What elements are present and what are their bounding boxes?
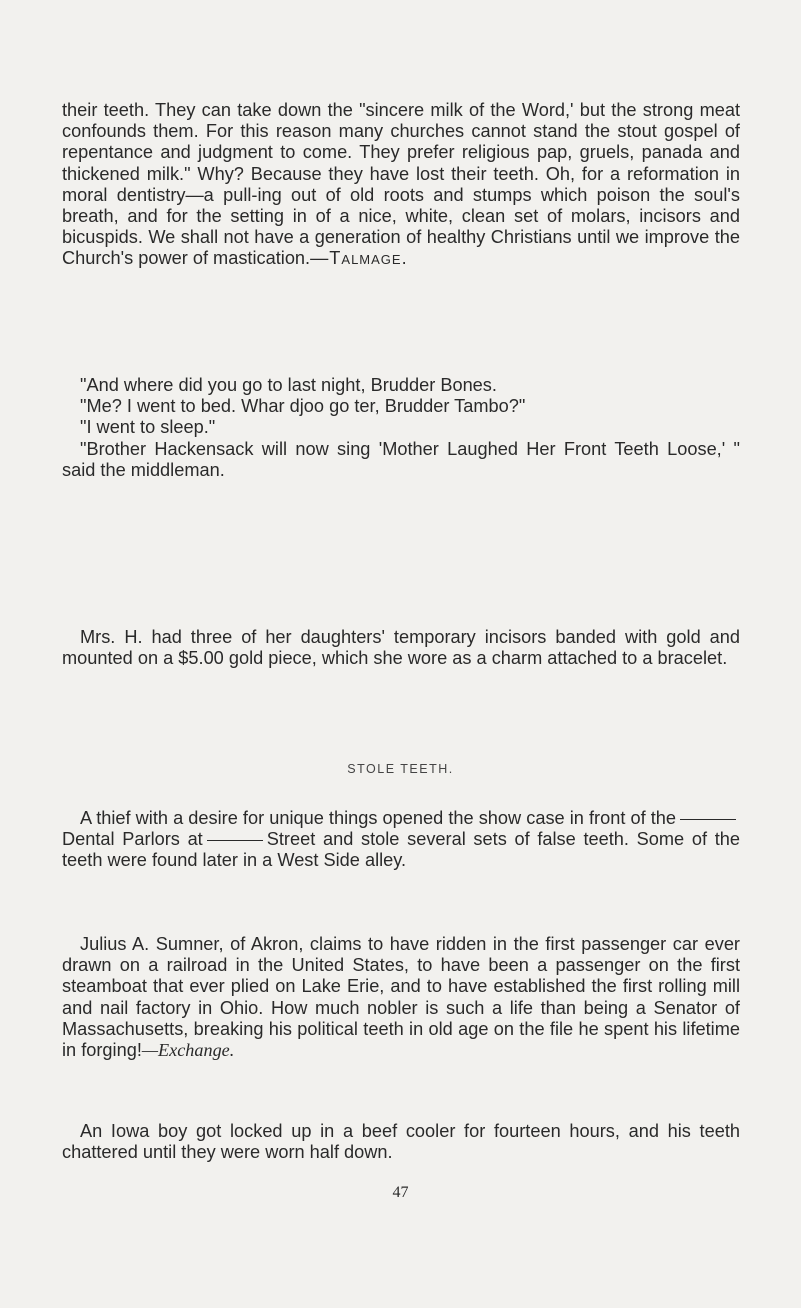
stole-teeth-paragraph: [62, 808, 740, 872]
iowa-paragraph: [62, 1121, 740, 1163]
blank-dash: [680, 819, 736, 820]
stole-text-part3: Street and stole several sets of false teeth. Some of the teeth were found later in a West Side alley.: [62, 829, 740, 871]
dialogue-line-1: "And where did you go to last night, Brudder Bones.: [80, 375, 497, 395]
stole-teeth-heading: STOLE TEETH.: [347, 762, 454, 776]
talmage-paragraph: [62, 100, 740, 270]
talmage-text: their teeth. They can take down the "sincere milk of the Word,' but the strong meat confounds them. For this reason many churches cannot stand the stout gospel of repentance and judgment to come. They prefer religious pap, gruels, panada and thickened milk." Why? Because they have lost their teeth. Oh, for a reformation in moral dentistry—a pull-ing out of old roots and stumps which poison the soul's breath, and for the setting in of a nice, white, clean set of molars, incisors and bicuspids. We shall not have a generation of healthy Christians until we improve the Church's power of mastication.: [62, 100, 740, 269]
sumner-paragraph: [62, 934, 740, 1061]
blank-dash: [207, 840, 263, 841]
sumner-text: Julius A. Sumner, of Akron, claims to have ridden in the first passenger car ever drawn on a railroad in the United States, to have been a passenger on the first steamboat that ever plied on Lake Erie, and to have established the first rolling mill and nail factory in Ohio. How much nobler is such a life than being a Senator of Massachusetts, breaking his political teeth in old age on the file he spent his lifetime in forging!: [62, 934, 740, 1061]
talmage-attribution: —Talmage.: [310, 248, 408, 269]
mrs-h-text: Mrs. H. had three of her daughters' temporary incisors banded with gold and mounted on a $5.00 gold piece, which she wore as a charm attached to a bracelet.: [62, 627, 740, 669]
iowa-text: An Iowa boy got locked up in a beef cooler for fourteen hours, and his teeth chattered until they were worn half down.: [62, 1121, 740, 1163]
dialogue-line-2: "Me? I went to bed. Whar djoo go ter, Brudder Tambo?": [80, 396, 526, 417]
page-number: 47: [392, 1184, 409, 1201]
minstrel-dialogue: [62, 375, 740, 481]
sumner-source: —Exchange.: [141, 1040, 235, 1061]
dialogue-line-3: "I went to sleep.": [80, 417, 216, 438]
dialogue-line-4: "Brother Hackensack will now sing 'Mother Laughed Her Front Teeth Loose,' " said the middleman.: [62, 438, 740, 480]
stole-text-part2: Dental Parlors at: [62, 829, 203, 850]
mrs-h-paragraph: [62, 627, 740, 669]
stole-text-part1: A thief with a desire for unique things opened the show case in front of the: [80, 808, 676, 828]
